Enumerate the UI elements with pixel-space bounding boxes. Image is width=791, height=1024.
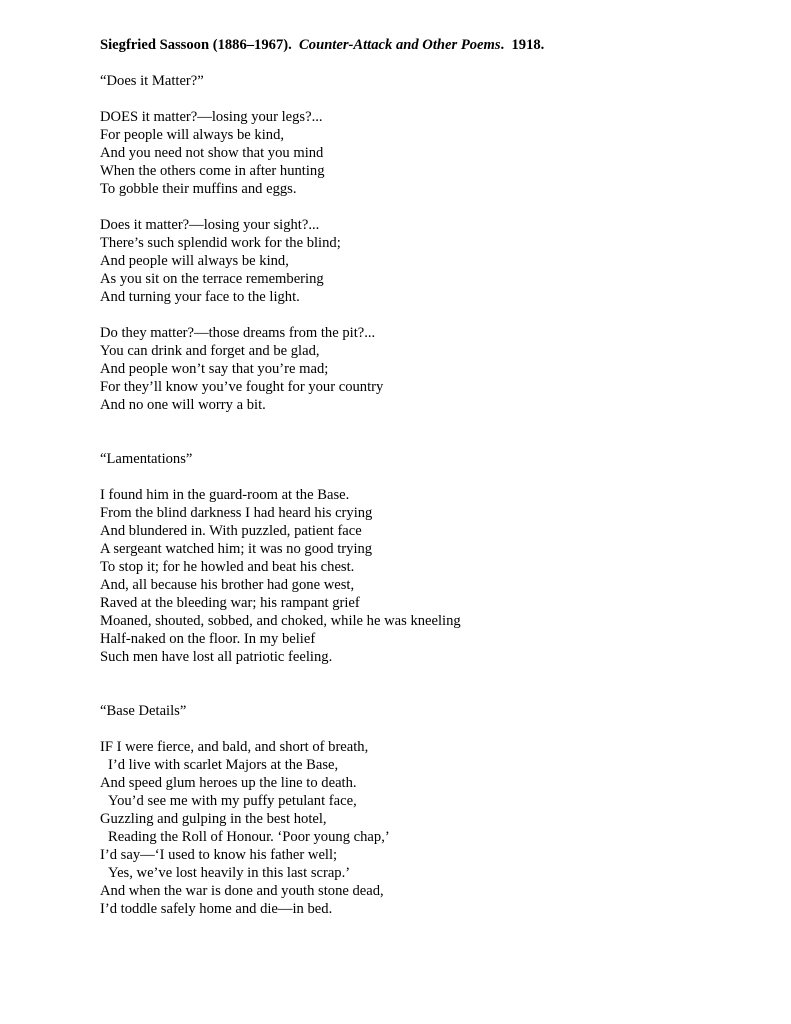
poem-line: Such men have lost all patriotic feeling. xyxy=(100,649,333,665)
poem-line: For people will always be kind, xyxy=(100,127,285,143)
poem-line: You’d see me with my puffy petulant face, xyxy=(108,793,357,809)
poem-line: I’d toddle safely home and die—in bed. xyxy=(100,901,333,917)
poem-base-details xyxy=(100,702,740,918)
poem-line: And turning your face to the light. xyxy=(100,289,300,305)
document-page xyxy=(100,36,740,918)
poem-line: From the blind darkness I had heard his crying xyxy=(100,505,373,521)
poem-line: And blundered in. With puzzled, patient face xyxy=(100,523,362,539)
stanza xyxy=(100,324,740,414)
poem-title: “Base Details” xyxy=(100,703,187,719)
poem-line: A sergeant watched him; it was no good trying xyxy=(100,541,373,557)
poem-line: And you need not show that you mind xyxy=(100,145,324,161)
poem-line: Raved at the bleeding war; his rampant grief xyxy=(100,595,360,611)
poem-line: To stop it; for he howled and beat his chest. xyxy=(100,559,355,575)
poem-line: DOES it matter?—losing your legs?... xyxy=(100,109,323,125)
poem-line: IF I were fierce, and bald, and short of breath, xyxy=(100,739,369,755)
header-year: . 1918. xyxy=(500,37,545,53)
stanza xyxy=(100,486,740,666)
poem-line: Half-naked on the floor. In my belief xyxy=(100,631,316,647)
poem-line: Reading the Roll of Honour. ‘Poor young chap,’ xyxy=(108,829,390,845)
poem-line: Moaned, shouted, sobbed, and choked, while he was kneeling xyxy=(100,613,461,629)
poem-line: And people will always be kind, xyxy=(100,253,289,269)
poem-line: And people won’t say that you’re mad; xyxy=(100,361,329,377)
poem-title: “Lamentations” xyxy=(100,451,193,467)
poem-line: Yes, we’ve lost heavily in this last scrap.’ xyxy=(108,865,351,881)
poem-line: Do they matter?—those dreams from the pit?... xyxy=(100,325,376,341)
poem-line: When the others come in after hunting xyxy=(100,163,325,179)
poem-line: I’d live with scarlet Majors at the Base, xyxy=(108,757,339,773)
document-header xyxy=(100,36,740,54)
poem-title: “Does it Matter?” xyxy=(100,73,204,89)
poem-line: I found him in the guard-room at the Base. xyxy=(100,487,350,503)
poem-line: You can drink and forget and be glad, xyxy=(100,343,320,359)
header-book-title: Counter-Attack and Other Poems xyxy=(299,37,501,53)
poem-line: And, all because his brother had gone west, xyxy=(100,577,355,593)
poem-line: There’s such splendid work for the blind; xyxy=(100,235,341,251)
poem-line: Does it matter?—losing your sight?... xyxy=(100,217,320,233)
poem-line: To gobble their muffins and eggs. xyxy=(100,181,297,197)
stanza xyxy=(100,108,740,198)
poem-line: And when the war is done and youth stone dead, xyxy=(100,883,384,899)
header-author: Siegfried Sassoon (1886–1967). xyxy=(100,37,292,53)
poem-does-it-matter xyxy=(100,72,740,414)
stanza xyxy=(100,216,740,306)
poem-line: And speed glum heroes up the line to death. xyxy=(100,775,357,791)
poem-lamentations xyxy=(100,450,740,666)
poem-line: For they’ll know you’ve fought for your country xyxy=(100,379,384,395)
stanza xyxy=(100,738,740,918)
poem-line: I’d say—‘I used to know his father well; xyxy=(100,847,338,863)
poem-line: And no one will worry a bit. xyxy=(100,397,266,413)
poem-line: As you sit on the terrace remembering xyxy=(100,271,324,287)
poem-line: Guzzling and gulping in the best hotel, xyxy=(100,811,327,827)
